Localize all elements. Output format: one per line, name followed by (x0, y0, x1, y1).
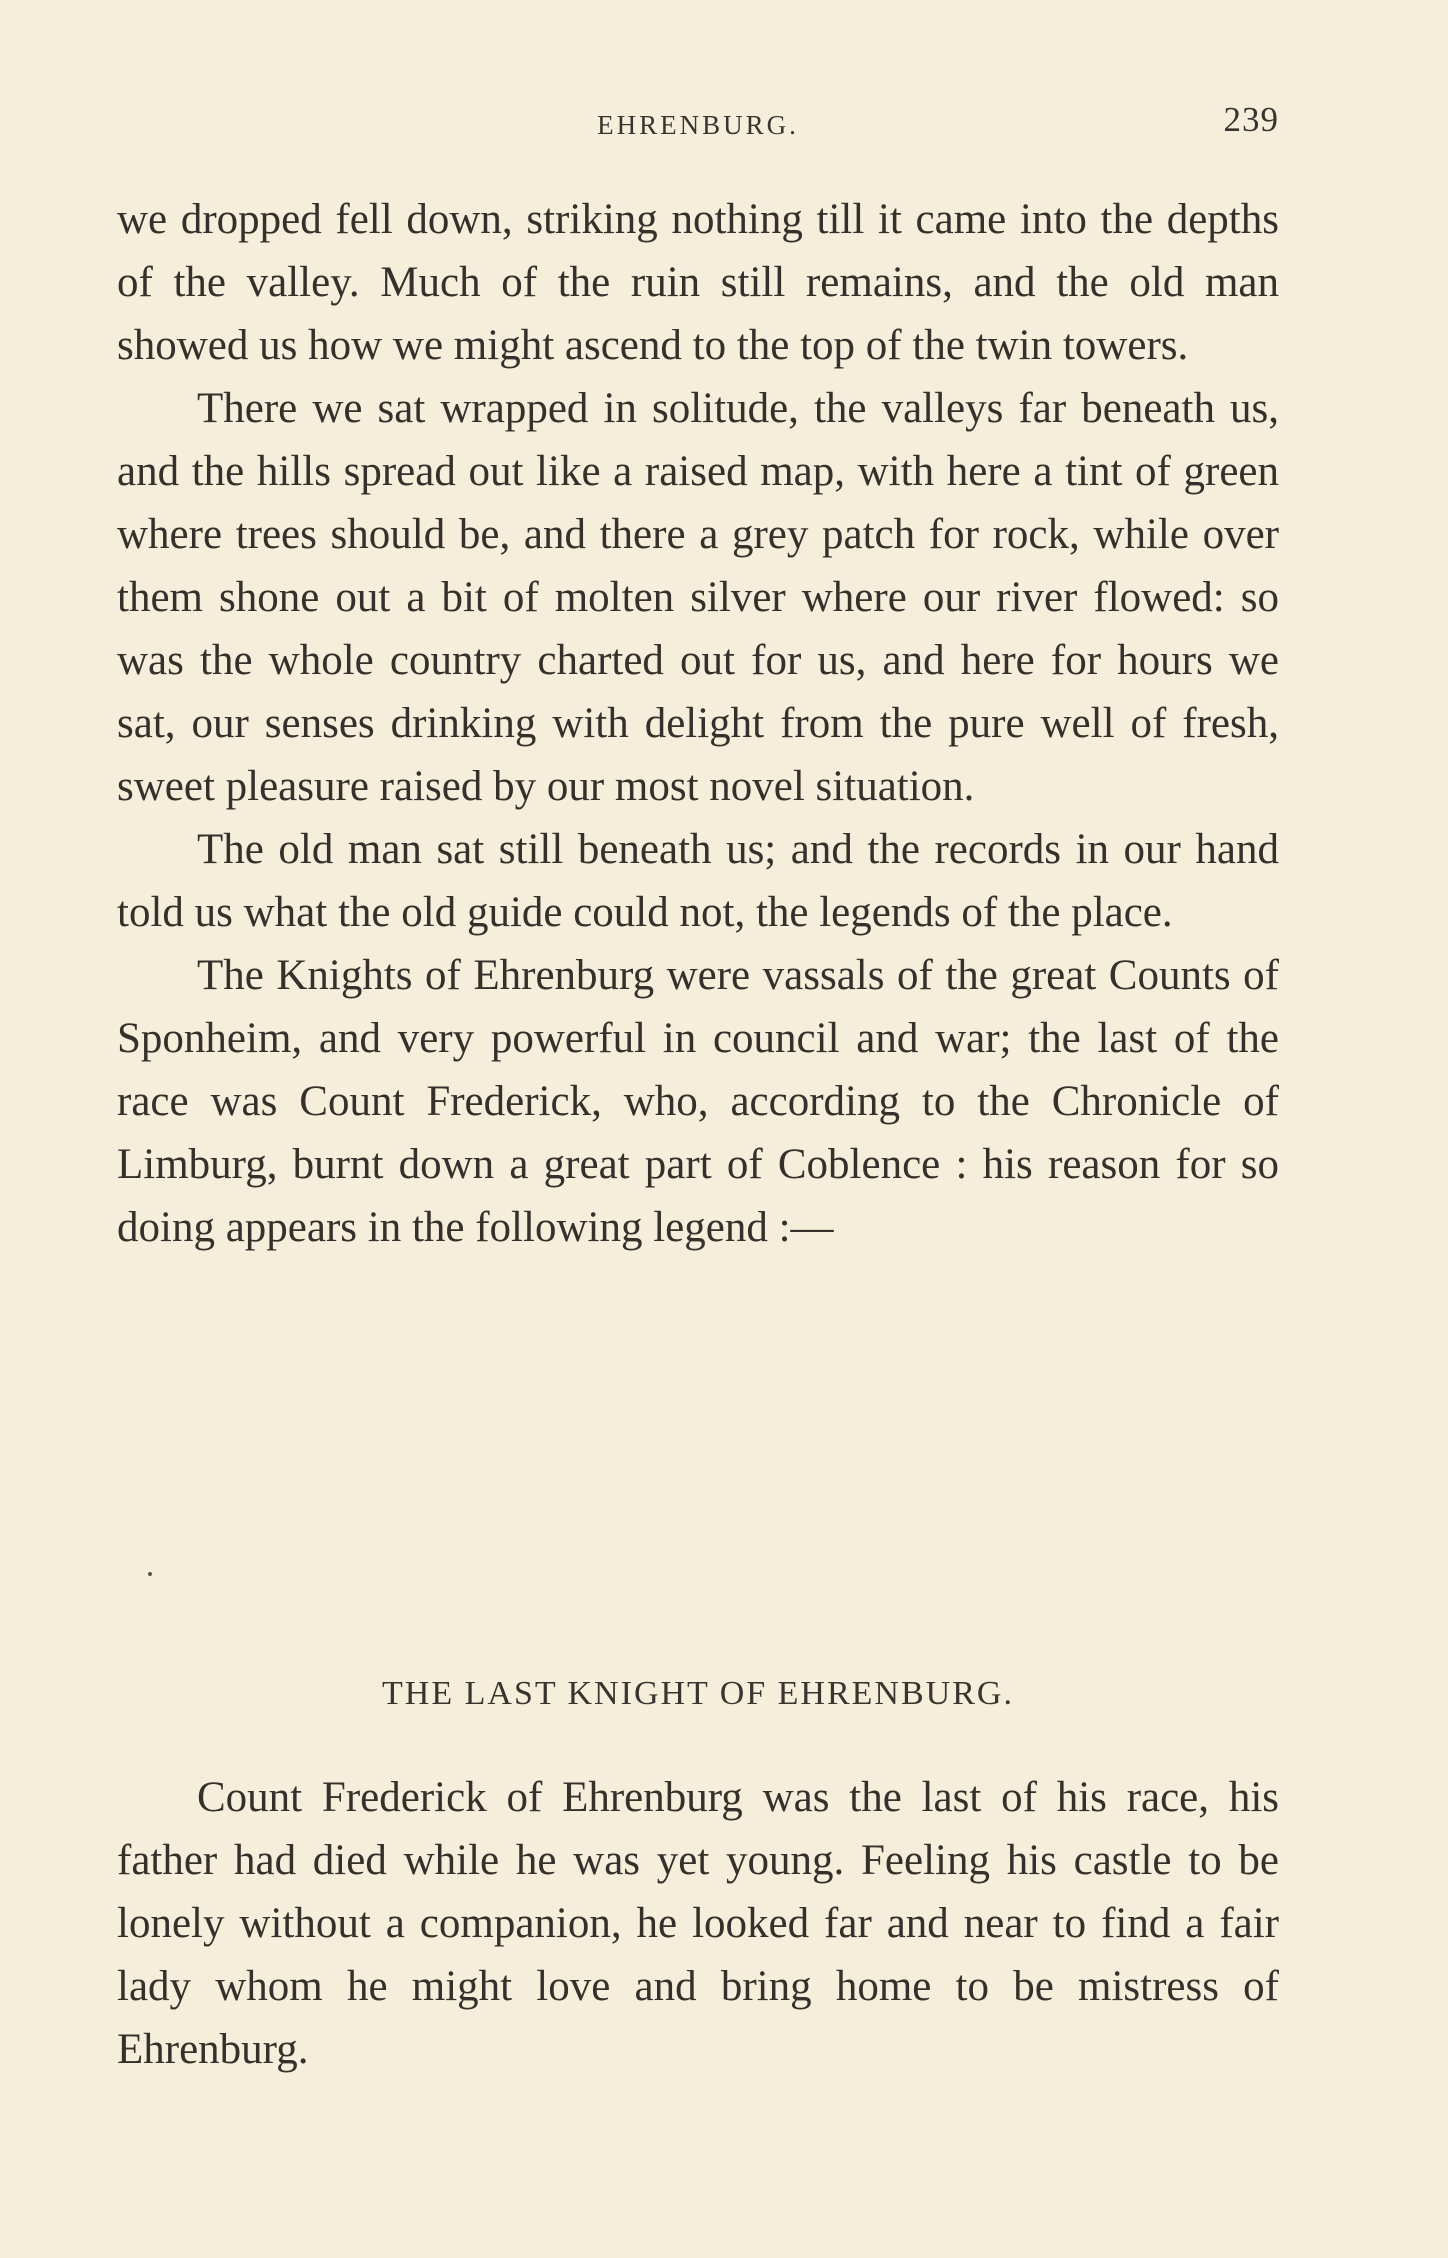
paragraph-old-man: The old man sat still beneath us; and the records in our hand told us what the old guide could not, the legends of the place. (117, 826, 1279, 936)
running-head (117, 100, 1279, 160)
page-number: 239 (1223, 100, 1279, 139)
paragraph-knights: The Knights of Ehrenburg were vassals of the great Counts of Sponheim, and very powerful in council and war; the last of the race was Count Frederick, who, according to the Chronicle of Limburg, burnt down a great part of Coblence : his reason for so doing appears in the following legend :— (117, 952, 1279, 1251)
running-title: EHRENBURG. (597, 110, 799, 140)
paragraph-solitude: There we sat wrapped in solitude, the valleys far beneath us, and the hills spread out like a raised map, with here a tint of green where trees should be, and there a grey patch for rock, while over them shone out a bit of molten silver where our river flowed: so was the whole country charted out for us, and here for hours we sat, our senses drinking with delight from the pure well of fresh, sweet pleasure raised by our most novel situation. (117, 385, 1279, 810)
main-text (117, 188, 1279, 1259)
paragraph-count-frederick: Count Frederick of Ehrenburg was the last of his race, his father had died while he was yet young. Feeling his castle to be lonely without a companion, he looked far and near to find a fair lady whom he might love and bring home to be mistress of Ehrenburg. (117, 1774, 1279, 2073)
legend-text (117, 1766, 1279, 2081)
section-heading: THE LAST KNIGHT OF EHRENBURG. (382, 1675, 1014, 1712)
print-speck (148, 1572, 152, 1576)
paragraph-continued: we dropped fell down, striking nothing till it came into the depths of the valley. Much of the ruin still remains, and the old man showed us how we might ascend to the top of the twin towers. (117, 196, 1279, 369)
